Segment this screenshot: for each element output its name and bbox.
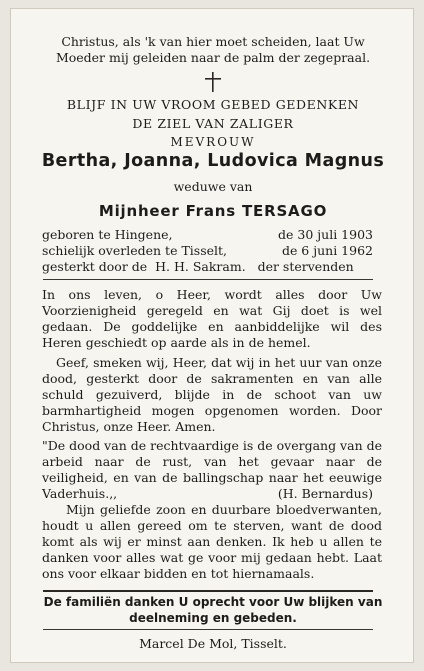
- sacrament-line: gesterkt door de H. H. Sakram. der stervenden: [42, 259, 354, 274]
- spouse-name: Mijnheer Frans TERSAGO: [98, 202, 328, 220]
- paragraph-farewell: Mijn geliefde zoon en duurbare bloedverwanten, houdt u allen gereed om te sterven, want de dood komt als wij er minst aan denken. Ik heb u allen te danken voor alles wat ge voor mij gedaan hebt. Laat ons voor elkaar bidden en tot hiernamaals.: [42, 502, 382, 581]
- header-line-1: BLIJF IN UW VROOM GEBED GEDENKEN: [66, 97, 360, 112]
- widow-of-text: weduwe van: [173, 179, 253, 194]
- born-date: de 30 juli 1903: [278, 227, 373, 242]
- born-label: geboren te Hingene,: [42, 227, 173, 242]
- died-date: de 6 juni 1962: [281, 243, 373, 258]
- died-label: schielijk overleden te Tisselt,: [42, 243, 228, 258]
- deceased-name: Bertha, Joanna, Ludovica Magnus: [41, 151, 385, 171]
- divider: [43, 279, 373, 280]
- memorial-card: [10, 8, 414, 663]
- paragraph-quote: "De dood van de rechtvaardige is de overgang van de arbeid naar de rust, van het gevaar naar de veiligheid, en van de ballingschap naar het eeuwige Vaderhuis.,,: [42, 438, 382, 501]
- thanks-text: De familiën danken U oprecht voor Uw blijken van deelneming en gebeden.: [43, 595, 383, 625]
- divider: [43, 629, 373, 630]
- verse-text: Christus, als 'k van hier moet scheiden, laat Uw Moeder mij geleiden naar de palm der zegepraal.: [55, 34, 371, 65]
- divider: [43, 590, 373, 592]
- paragraph-providence: In ons leven, o Heer, wordt alles door Uw Voorzienigheid geregeld en wat Gij doet is wel gedaan. De goddelijke en aanbiddelijke wil des Heren geschiedt op aarde als in de hemel.: [42, 287, 382, 350]
- header-line-3: MEVROUW: [170, 135, 256, 149]
- cross-icon: [204, 72, 222, 92]
- quote-attribution: (H. Bernardus): [277, 486, 373, 501]
- printer-text: Marcel De Mol, Tisselt.: [139, 636, 287, 651]
- paragraph-prayer: Geef, smeken wij, Heer, dat wij in het uur van onze dood, gesterkt door de sakramenten en van alle schuld gezuiverd, blijde in de schoot van uw barmhartigheid mogen opgenomen worden. Door Christus, onze Heer. Amen.: [42, 355, 382, 434]
- header-line-2: DE ZIEL VAN ZALIGER: [132, 116, 294, 131]
